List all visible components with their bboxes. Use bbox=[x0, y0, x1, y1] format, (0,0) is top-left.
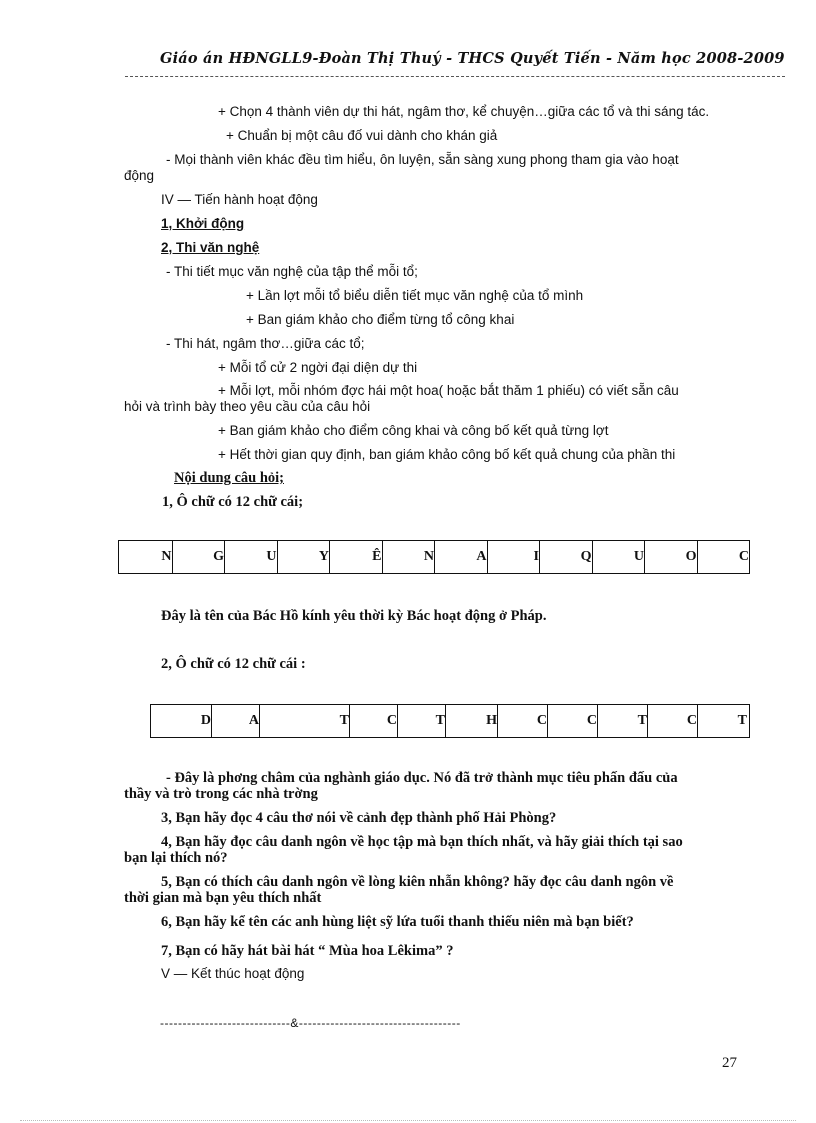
crossword-cell: N bbox=[161, 549, 172, 564]
section-5-title: V — Kết thúc hoạt động bbox=[161, 966, 305, 981]
crossword-cell: D bbox=[200, 713, 211, 728]
header-rule bbox=[125, 76, 785, 77]
crossword-cell: T bbox=[259, 705, 349, 737]
question-3: 3, Bạn hãy đọc 4 câu thơ nói về cảnh đẹp thành phố Hải Phòng? bbox=[161, 810, 557, 826]
crossword-cell: Y bbox=[277, 541, 330, 573]
crossword-cell: N bbox=[382, 541, 435, 573]
prep-line-3a: - Mọi thành viên khác đều tìm hiểu, ôn luyện, sẵn sàng xung phong tham gia vào hoạt bbox=[166, 152, 679, 167]
question-6: 6, Bạn hãy kể tên các anh hùng liệt sỹ lứa tuổi thanh thiếu niên mà bạn biết? bbox=[161, 914, 634, 930]
crossword-cell: Q bbox=[539, 541, 592, 573]
crossword-cell: T bbox=[697, 705, 747, 737]
crossword-cell: U bbox=[592, 541, 645, 573]
start-heading: 1, Khởi động bbox=[161, 216, 245, 231]
question-2-hint-a: - Đây là phơng châm của nghành giáo dục. Nó đã trở thành mục tiêu phấn đấu của bbox=[166, 770, 678, 786]
arts-item: hỏi và trình bày theo yêu cầu của câu hỏi bbox=[124, 399, 371, 414]
question-4b: bạn lại thích nó? bbox=[124, 850, 228, 866]
question-5b: thời gian mà bạn yêu thích nhất bbox=[124, 890, 322, 906]
arts-item: + Ban giám khảo cho điểm công khai và công bố kết quả từng lợt bbox=[218, 423, 609, 438]
crossword-cell: T bbox=[397, 705, 445, 737]
arts-item: - Thi hát, ngâm thơ…giữa các tổ; bbox=[166, 336, 365, 351]
arts-heading: 2, Thi văn nghệ bbox=[161, 240, 260, 255]
crossword-cell: A bbox=[211, 705, 259, 737]
question-2-hint-b: thầy và trò trong các nhà trờng bbox=[124, 786, 318, 802]
question-1-hint: Đây là tên của Bác Hồ kính yêu thời kỳ Bác hoạt động ở Pháp. bbox=[161, 608, 547, 624]
crossword-cell: U bbox=[224, 541, 277, 573]
arts-item: + Ban giám khảo cho điểm từng tổ công khai bbox=[246, 312, 515, 327]
crossword-grid-2 bbox=[150, 704, 750, 738]
arts-item: - Thi tiết mục văn nghệ của tập thể mỗi tổ; bbox=[166, 264, 418, 279]
arts-item: + Mỗi tổ cử 2 ngời đại diện dự thi bbox=[218, 360, 418, 375]
question-1-label: 1, Ô chữ có 12 chữ cái; bbox=[162, 494, 304, 510]
crossword-cell: Ê bbox=[329, 541, 382, 573]
prep-line-1: + Chọn 4 thành viên dự thi hát, ngâm thơ, kể chuyện…giữa các tổ và thi sáng tác. bbox=[218, 104, 710, 119]
crossword-cell: T bbox=[597, 705, 647, 737]
crossword-cell: I bbox=[487, 541, 540, 573]
crossword-grid-1 bbox=[118, 540, 750, 574]
arts-item: + Mỗi lợt, mỗi nhóm đợc hái một hoa( hoặc bắt thăm 1 phiếu) có viết sẵn câu bbox=[218, 383, 679, 398]
prep-line-3b: động bbox=[124, 168, 155, 183]
crossword-cell: G bbox=[172, 541, 225, 573]
document-header: Giáo án HĐNGLL9-Đoàn Thị Thuý - THCS Quyết Tiến - Năm học 2008-2009 bbox=[160, 50, 785, 67]
question-2-label: 2, Ô chữ có 12 chữ cái : bbox=[161, 656, 306, 672]
prep-line-2: + Chuẩn bị một câu đố vui dành cho khán giả bbox=[226, 128, 498, 143]
crossword-cell: C bbox=[647, 705, 697, 737]
question-7: 7, Bạn có hãy hát bài hát “ Mùa hoa Lêkima” ? bbox=[161, 943, 454, 959]
crossword-cell: C bbox=[497, 705, 547, 737]
arts-item: + Lần lợt mỗi tổ biểu diễn tiết mục văn nghệ của tổ mình bbox=[246, 288, 584, 303]
crossword-cell: O bbox=[644, 541, 697, 573]
crossword-cell: H bbox=[445, 705, 497, 737]
crossword-cell: C bbox=[547, 705, 597, 737]
question-4a: 4, Bạn hãy đọc câu danh ngôn về học tập mà bạn thích nhất, và hãy giải thích tại sao bbox=[161, 834, 683, 850]
crossword-cell: C bbox=[697, 541, 750, 573]
crossword-cell: A bbox=[434, 541, 487, 573]
page-number: 27 bbox=[722, 1055, 737, 1071]
bottom-rule bbox=[20, 1120, 796, 1121]
questions-heading: Nội dung câu hỏi; bbox=[174, 470, 284, 486]
question-5a: 5, Bạn có thích câu danh ngôn về lòng kiên nhẫn không? hãy đọc câu danh ngôn về bbox=[161, 874, 674, 890]
section-4-title: IV — Tiến hành hoạt động bbox=[161, 192, 318, 207]
arts-item: + Hết thời gian quy định, ban giám khảo công bố kết quả chung của phần thi bbox=[218, 447, 676, 462]
footer-divider: -----------------------------&------------------------------------ bbox=[160, 1016, 461, 1030]
crossword-cell: C bbox=[349, 705, 397, 737]
